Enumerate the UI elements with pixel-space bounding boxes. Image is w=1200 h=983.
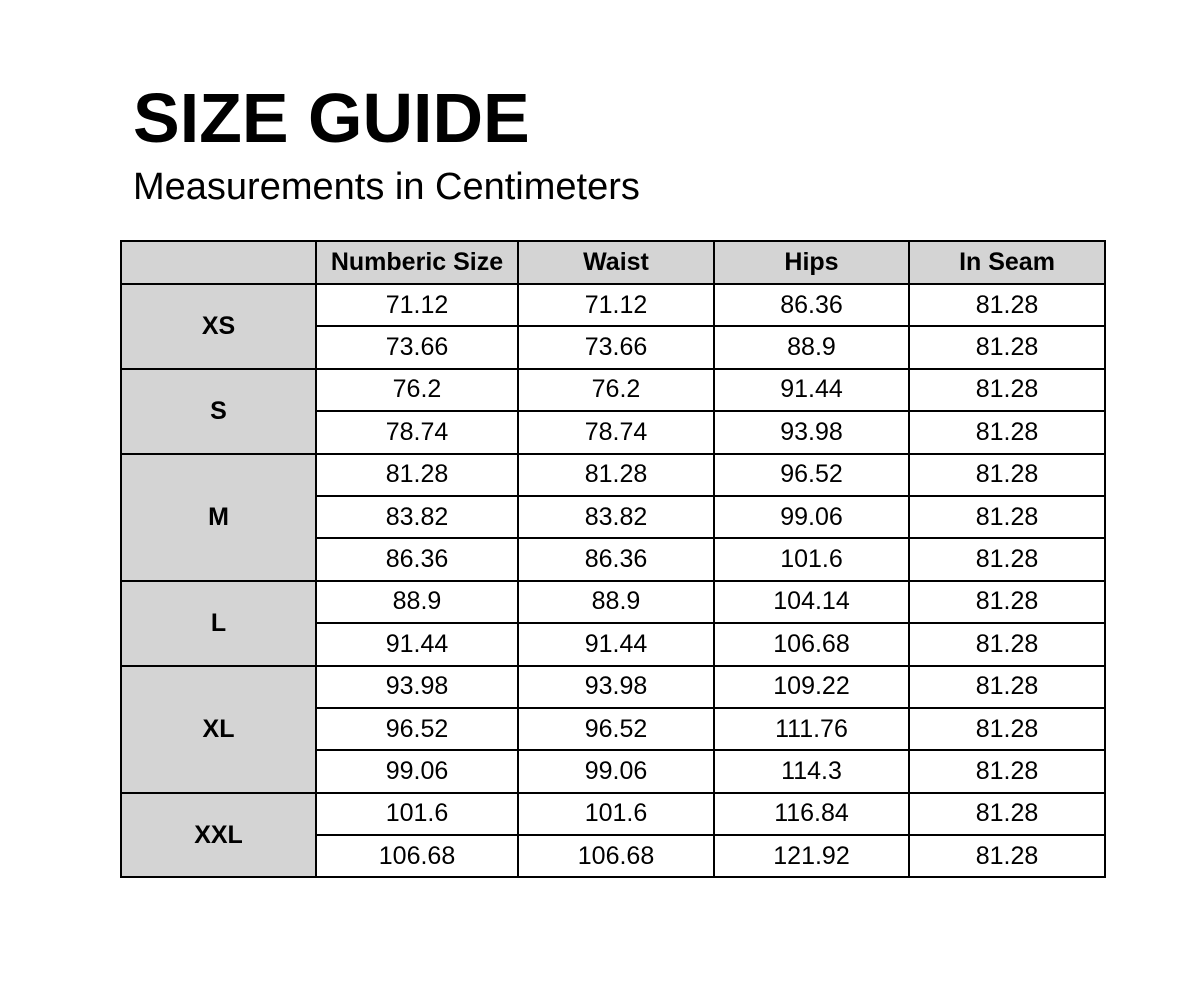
table-row: [121, 284, 1105, 326]
cell-in-seam: 81.28: [909, 793, 1105, 835]
cell-in-seam: 81.28: [909, 835, 1105, 877]
cell-waist: 86.36: [518, 538, 714, 580]
cell-hips: 114.3: [714, 750, 909, 792]
page-subtitle: Measurements in Centimeters: [133, 166, 640, 208]
cell-in-seam: 81.28: [909, 369, 1105, 411]
table-row: [121, 793, 1105, 835]
header-hips: Hips: [714, 241, 909, 284]
header-waist: Waist: [518, 241, 714, 284]
cell-hips: 106.68: [714, 623, 909, 665]
size-table: [120, 240, 1106, 878]
size-label-cell: S: [121, 369, 316, 454]
cell-numeric-size: 99.06: [316, 750, 518, 792]
cell-in-seam: 81.28: [909, 581, 1105, 623]
size-label-cell: XL: [121, 666, 316, 793]
cell-numeric-size: 86.36: [316, 538, 518, 580]
cell-numeric-size: 93.98: [316, 666, 518, 708]
cell-waist: 93.98: [518, 666, 714, 708]
cell-hips: 121.92: [714, 835, 909, 877]
cell-waist: 91.44: [518, 623, 714, 665]
header-numeric-size: Numberic Size: [316, 241, 518, 284]
header-in-seam: In Seam: [909, 241, 1105, 284]
cell-numeric-size: 83.82: [316, 496, 518, 538]
cell-waist: 83.82: [518, 496, 714, 538]
cell-hips: 91.44: [714, 369, 909, 411]
cell-hips: 104.14: [714, 581, 909, 623]
cell-hips: 101.6: [714, 538, 909, 580]
cell-numeric-size: 106.68: [316, 835, 518, 877]
cell-numeric-size: 78.74: [316, 411, 518, 453]
cell-numeric-size: 71.12: [316, 284, 518, 326]
cell-hips: 99.06: [714, 496, 909, 538]
cell-waist: 71.12: [518, 284, 714, 326]
size-label-cell: L: [121, 581, 316, 666]
page-title: SIZE GUIDE: [133, 79, 530, 157]
table-row: [121, 369, 1105, 411]
cell-waist: 96.52: [518, 708, 714, 750]
cell-hips: 96.52: [714, 454, 909, 496]
cell-hips: 93.98: [714, 411, 909, 453]
cell-hips: 111.76: [714, 708, 909, 750]
cell-waist: 76.2: [518, 369, 714, 411]
cell-hips: 116.84: [714, 793, 909, 835]
cell-numeric-size: 73.66: [316, 326, 518, 368]
cell-in-seam: 81.28: [909, 750, 1105, 792]
cell-in-seam: 81.28: [909, 708, 1105, 750]
cell-numeric-size: 101.6: [316, 793, 518, 835]
cell-in-seam: 81.28: [909, 538, 1105, 580]
cell-in-seam: 81.28: [909, 454, 1105, 496]
cell-numeric-size: 76.2: [316, 369, 518, 411]
cell-waist: 99.06: [518, 750, 714, 792]
cell-numeric-size: 88.9: [316, 581, 518, 623]
size-label-cell: M: [121, 454, 316, 581]
table-row: [121, 454, 1105, 496]
cell-in-seam: 81.28: [909, 284, 1105, 326]
table-row: [121, 666, 1105, 708]
table-body: [121, 284, 1105, 877]
cell-in-seam: 81.28: [909, 496, 1105, 538]
cell-hips: 109.22: [714, 666, 909, 708]
cell-hips: 86.36: [714, 284, 909, 326]
cell-in-seam: 81.28: [909, 623, 1105, 665]
cell-waist: 88.9: [518, 581, 714, 623]
cell-waist: 73.66: [518, 326, 714, 368]
cell-waist: 101.6: [518, 793, 714, 835]
cell-in-seam: 81.28: [909, 411, 1105, 453]
cell-in-seam: 81.28: [909, 326, 1105, 368]
header-corner-cell: [121, 241, 316, 284]
cell-waist: 78.74: [518, 411, 714, 453]
cell-in-seam: 81.28: [909, 666, 1105, 708]
header-row: [121, 241, 1105, 284]
cell-numeric-size: 96.52: [316, 708, 518, 750]
cell-numeric-size: 81.28: [316, 454, 518, 496]
cell-numeric-size: 91.44: [316, 623, 518, 665]
table-header: [121, 241, 1105, 284]
size-label-cell: XS: [121, 284, 316, 369]
cell-waist: 106.68: [518, 835, 714, 877]
size-label-cell: XXL: [121, 793, 316, 878]
table-row: [121, 581, 1105, 623]
cell-waist: 81.28: [518, 454, 714, 496]
cell-hips: 88.9: [714, 326, 909, 368]
